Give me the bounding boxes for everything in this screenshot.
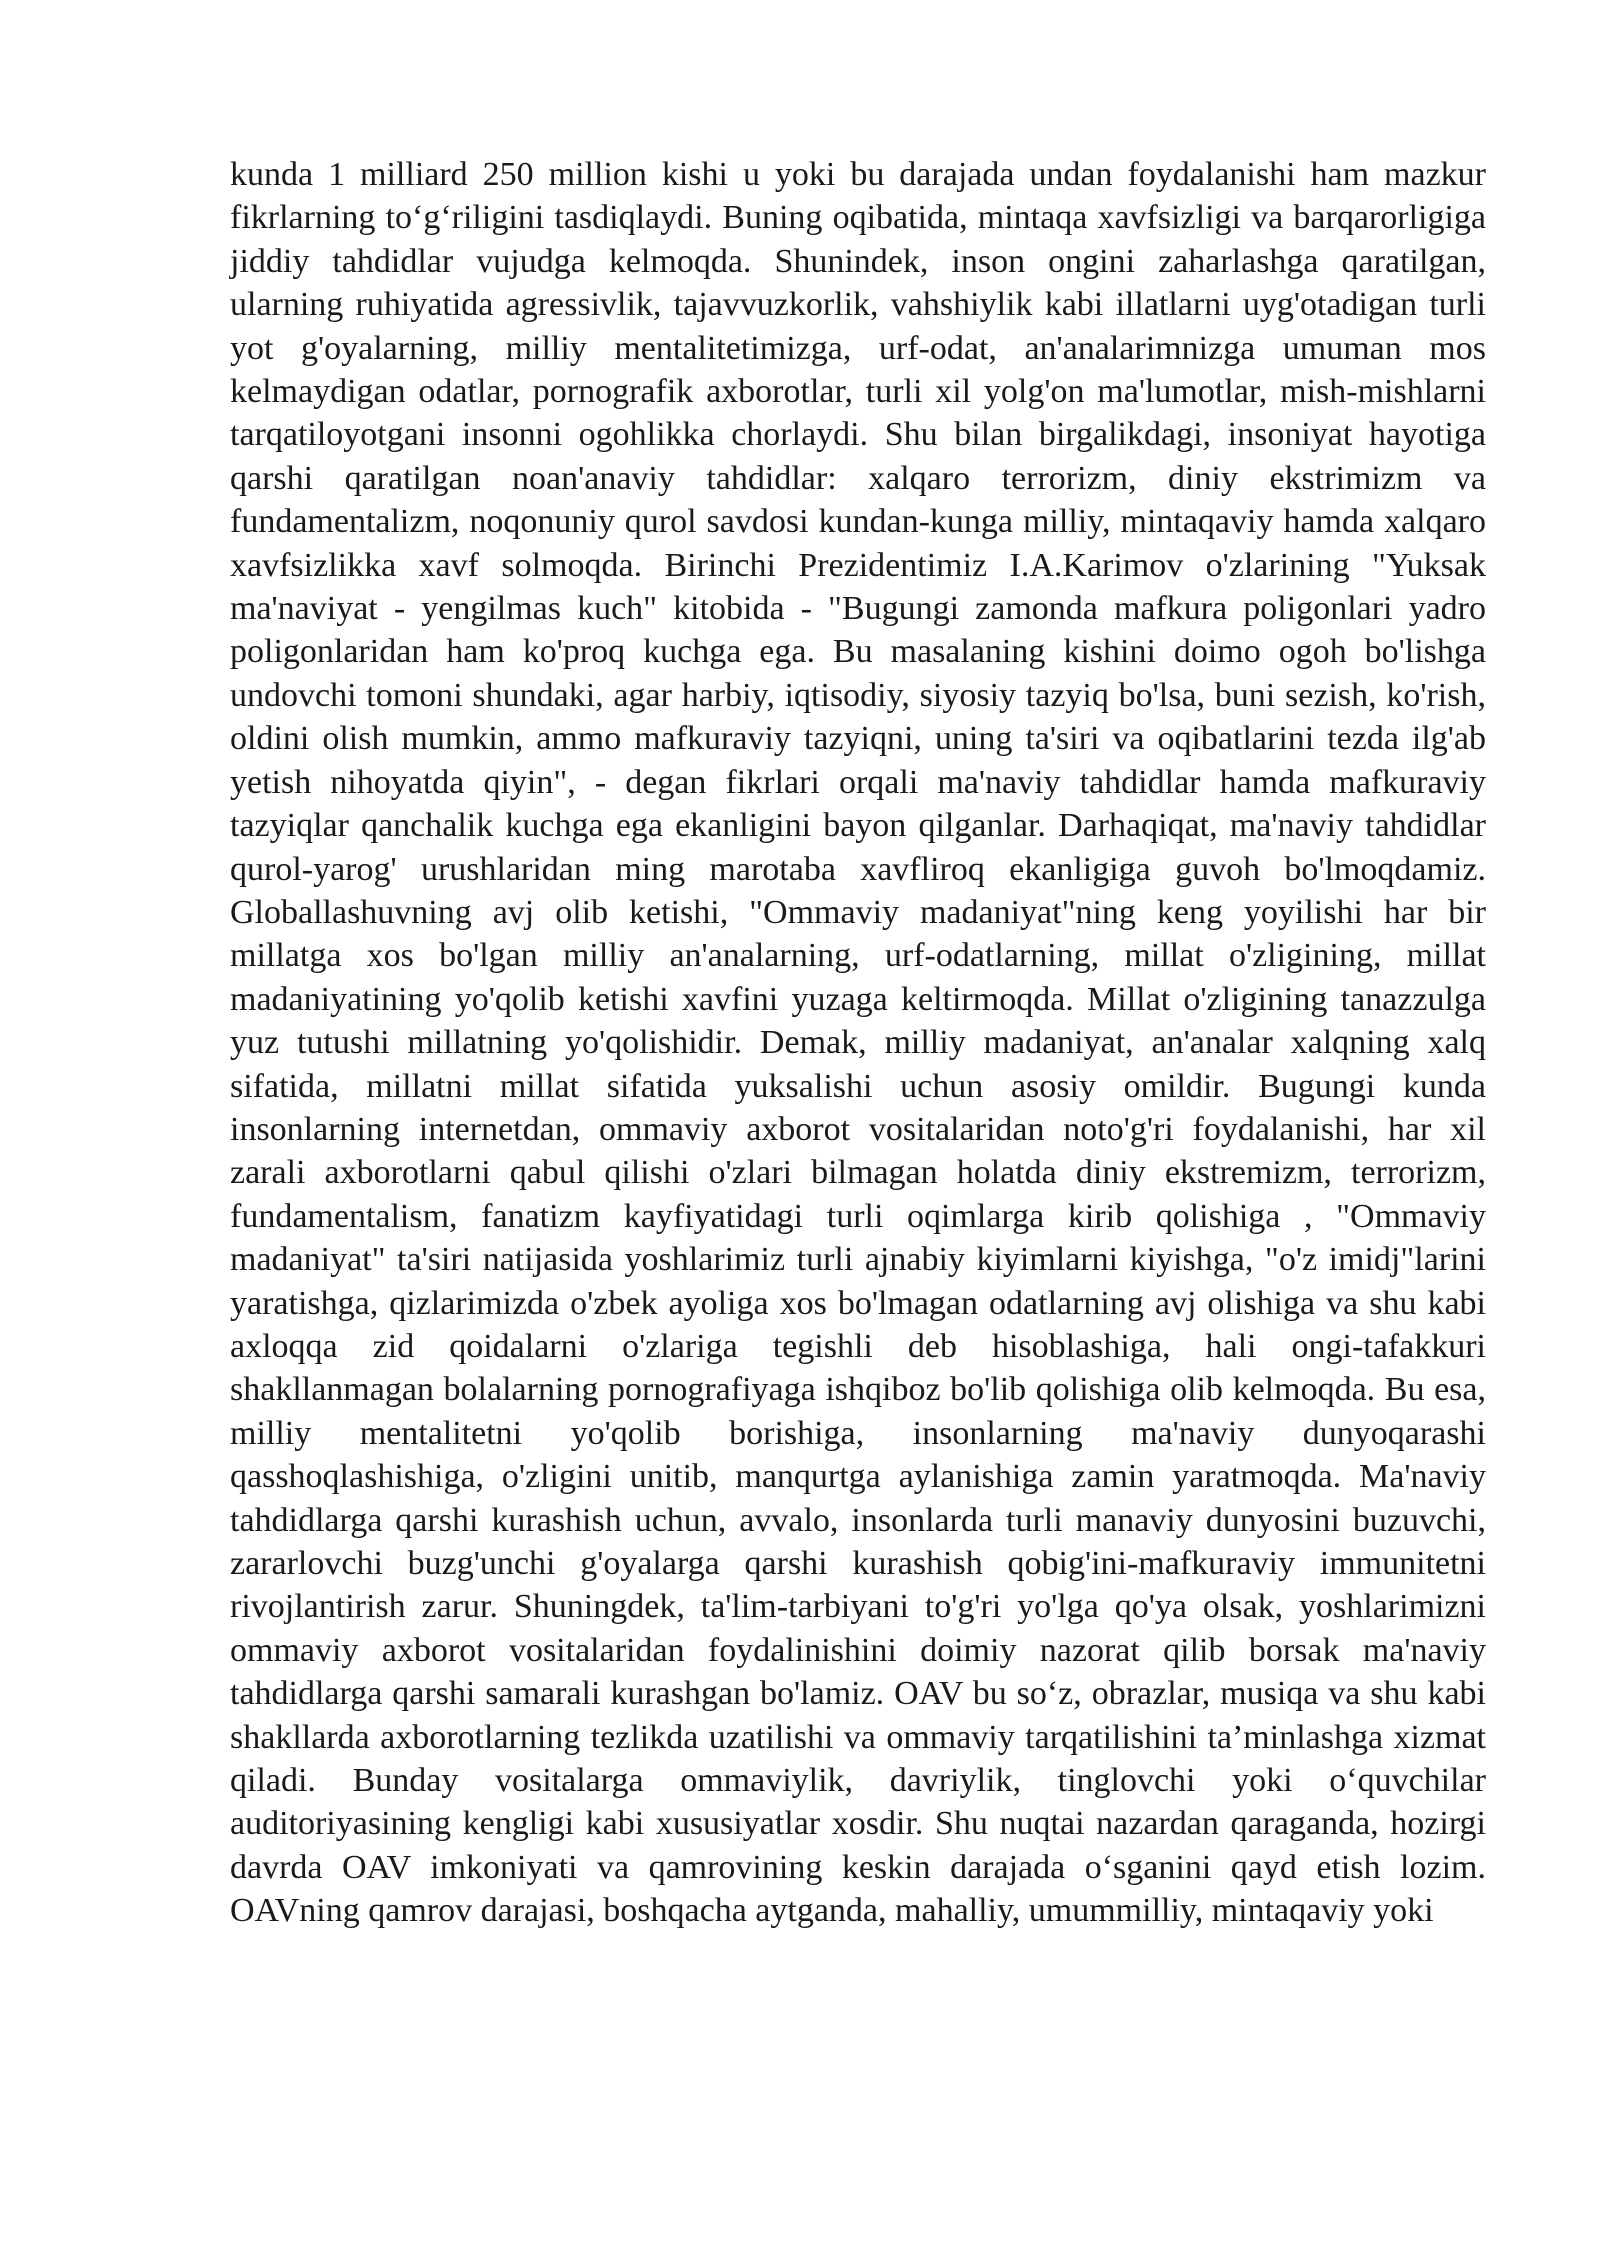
body-paragraph-text: kunda 1 milliard 250 million kishi u yoki bu darajada undan foydalanishi ham mazkur fikrlarning to‘g‘riligini tasdiqlaydi. Buning oqibatida, mintaqa xavfsizligi va barqarorligiga jiddiy tahdidlar vujudga kelmoqda. Shunindek, inson ongini zaharlashga qaratilgan, ularning ruhiyatida agressivlik, tajavvuzkorlik, vahshiylik kabi illatlarni uyg'otadigan turli yot g'oyalarning, milliy mentalitetimizga, urf-odat, an'analarimnizga umuman mos kelmaydigan odatlar, pornografik axborotlar, turli xil yolg'on ma'lumotlar, mish-mishlarni tarqatiloyotgani insonni ogohlikka chorlaydi. Shu bilan birgalikdagi, insoniyat hayotiga qarshi qaratilgan noan'anaviy tahdidlar: xalqaro terrorizm, diniy ekstrimizm va fundamentalizm, noqonuniy qurol savdosi kundan-kunga milliy, mintaqaviy hamda xalqaro xavfsizlikka xavf solmoqda. Birinchi Prezidentimiz I.A.Karimov o'zlarining "Yuksak ma'naviyat - yengilmas kuch" kitobida - "Bugungi zamonda mafkura poligonlari yadro poligonlaridan ham ko'proq kuchga ega. Bu masalaning kishini doimo ogoh bo'lishga undovchi tomoni shundaki, agar harbiy, iqtisodiy, siyosiy tazyiq bo'lsa, buni sezish, ko'rish, oldini olish mumkin, ammo mafkuraviy tazyiqni, uning ta'siri va oqibatlarini tezda ilg'ab yetish nihoyatda qiyin", - degan fikrlari orqali ma'naviy tahdidlar hamda mafkuraviy tazyiqlar qanchalik kuchga ega ekanligini bayon qilganlar. Darhaqiqat, ma'naviy tahdidlar qurol-yarog' urushlaridan ming marotaba xavfliroq ekanligiga guvoh bo'lmoqdamiz. Globallashuvning avj olib ketishi, "Ommaviy madaniyat"ning keng yoyilishi har bir millatga xos bo'lgan milliy an'analarning, urf-odatlarning, millat o'zligining, millat madaniyatining yo'qolib ketishi xavfini yuzaga keltirmoqda. Millat o'zligining tanazzulga yuz tutushi millatning yo'qolishidir. Demak, milliy madaniyat, an'analar xalqning xalq sifatida, millatni millat sifatida yuksalishi uchun asosiy omildir. Bugungi kunda insonlarning internetdan, ommaviy axborot vositalaridan noto'g'ri foydalanishi, har xil zarali axborotlarni qabul qilishi o'zlari bilmagan holatda diniy ekstremizm, terrorizm, fundamentalism, fanatizm kayfiyatidagi turli oqimlarga kirib qolishiga , "Ommaviy madaniyat" ta'siri natijasida yoshlarimiz turli ajnabiy kiyimlarni kiyishga, "o'z imidj"larini yaratishga, qizlarimizda o'zbek ayoliga xos bo'lmagan odatlarning avj olishiga va shu kabi axloqqa zid qoidalarni o'zlariga tegishli deb hisoblashiga, hali ongi-tafakkuri shakllanmagan bolalarning pornografiyaga ishqiboz bo'lib qolishiga olib kelmoqda. Bu esa, milliy mentalitetni yo'qolib borishiga, insonlarning ma'naviy dunyoqarashi qasshoqlashishiga, o'zligini unitib, manqurtga aylanishiga zamin yaratmoqda. Ma'naviy tahdidlarga qarshi kurashish uchun, avvalo, insonlarda turli manaviy dunyosini buzuvchi, zararlovchi buzg'unchi g'oyalarga qarshi kurashish qobig'ini-mafkuraviy immunitetni rivojlantirish zarur. Shuningdek, ta'lim-tarbiyani to'g'ri yo'lga qo'ya olsak, yoshlarimizni ommaviy axborot vositalaridan foydalinishini doimiy nazorat qilib borsak ma'naviy tahdidlarga qarshi samarali kurashgan bo'lamiz. OAV bu so‘z, obrazlar, musiqa va shu kabi shakllarda axborotlarning tezlikda uzatilishi va ommaviy tarqatilishini ta’minlashga xizmat qiladi. Bunday vositalarga ommaviylik, davriylik, tinglovchi yoki o‘quvchilar auditoriyasining kengligi kabi xususiyatlar xosdir. Shu nuqtai nazardan qaraganda, hozirgi davrda OAV imkoniyati va qamrovining keskin darajada o‘sganini qayd etish lozim. OAVning qamrov darajasi, boshqacha aytganda, mahalliy, umummilliy, mintaqaviy yoki xyxy=(230,156,1486,1930)
body-paragraph xyxy=(230,153,1486,1933)
